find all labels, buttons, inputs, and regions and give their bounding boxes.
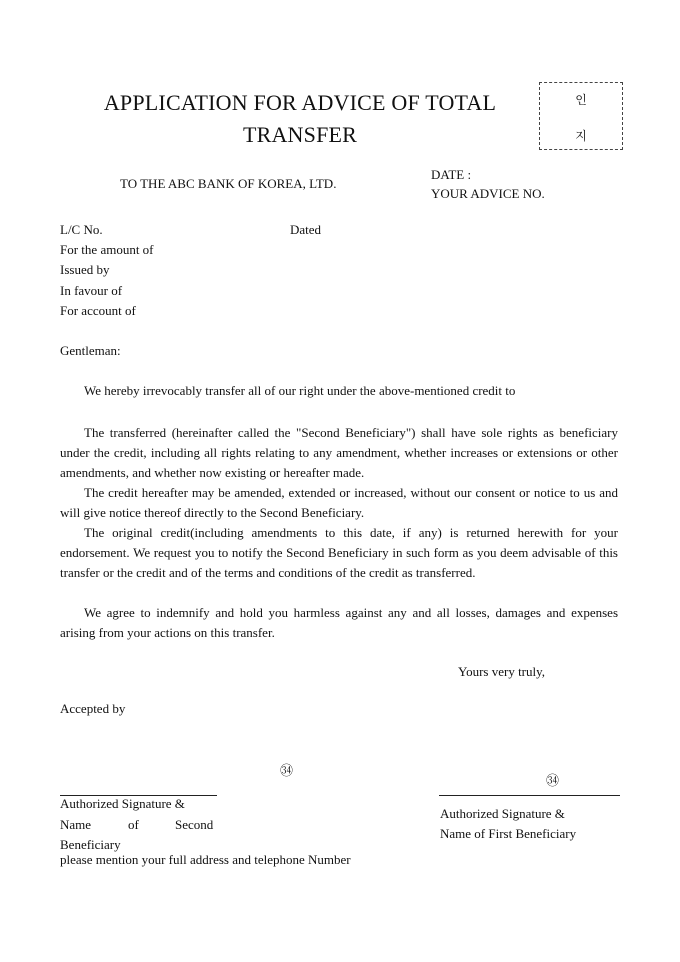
second-sig-beneficiary: Beneficiary xyxy=(60,837,121,852)
seal-mark-second: ㉞ xyxy=(280,764,294,779)
in-favour-label: In favour of xyxy=(60,283,123,298)
paragraph-amendment-notice: The credit hereafter may be amended, extended or increased, without our consent or notice to us and will give notice thereof directly to the Second Beneficiary. xyxy=(60,485,618,521)
paragraph-endorsement-request: The original credit(including amendments to this date, if any) is returned herewith for your endorsement. We request you to notify the Second Beneficiary in such form as you deem advisable of this transfer or the credit and of the terms and conditions of the credit as transferred. xyxy=(60,525,618,581)
stamp-char-in: 인 xyxy=(575,93,587,107)
address-note: please mention your full address and telephone Number xyxy=(60,852,351,867)
salutation: Gentleman: xyxy=(60,343,121,358)
paragraph-transfer-statement: We hereby irrevocably transfer all of our right under the above-mentioned credit to xyxy=(84,383,516,398)
amount-label: For the amount of xyxy=(60,242,154,257)
dated-label: Dated xyxy=(290,222,322,237)
addressee-bank: TO THE ABC BANK OF KOREA, LTD. xyxy=(120,176,337,191)
date-label: DATE : xyxy=(431,167,472,182)
lc-number-label: L/C No. xyxy=(60,222,103,237)
accepted-by-label: Accepted by xyxy=(60,701,126,716)
for-account-label: For account of xyxy=(60,303,136,318)
second-sig-second: Second xyxy=(175,817,214,832)
stamp-char-ji: 지 xyxy=(575,129,587,143)
second-sig-line1: Authorized Signature & xyxy=(60,796,185,811)
first-sig-line1: Authorized Signature & xyxy=(440,806,565,821)
first-sig-line2: Name of First Beneficiary xyxy=(440,826,577,841)
second-sig-name: Name xyxy=(60,817,92,832)
closing-phrase: Yours very truly, xyxy=(458,664,546,679)
document-title-line1: APPLICATION FOR ADVICE OF TOTAL xyxy=(103,90,497,115)
paragraph-indemnity: We agree to indemnify and hold you harmless against any and all losses, damages and expenses arising from your actions on this transfer. xyxy=(60,605,618,641)
seal-mark-first: ㉞ xyxy=(546,774,560,789)
revenue-stamp-box xyxy=(539,82,623,150)
second-sig-of: of xyxy=(128,817,139,832)
document-title-line2: TRANSFER xyxy=(242,122,358,147)
signature-line-first xyxy=(439,795,620,796)
advice-number-label: YOUR ADVICE NO. xyxy=(431,186,545,201)
issued-by-label: Issued by xyxy=(60,262,110,277)
paragraph-second-beneficiary-rights: The transferred (hereinafter called the "Second Beneficiary") shall have sole rights as beneficiary under the credit, including all rights relating to any amendment, whether increases or extensions or other amendments, and whether now existing or hereafter made. xyxy=(60,425,618,481)
